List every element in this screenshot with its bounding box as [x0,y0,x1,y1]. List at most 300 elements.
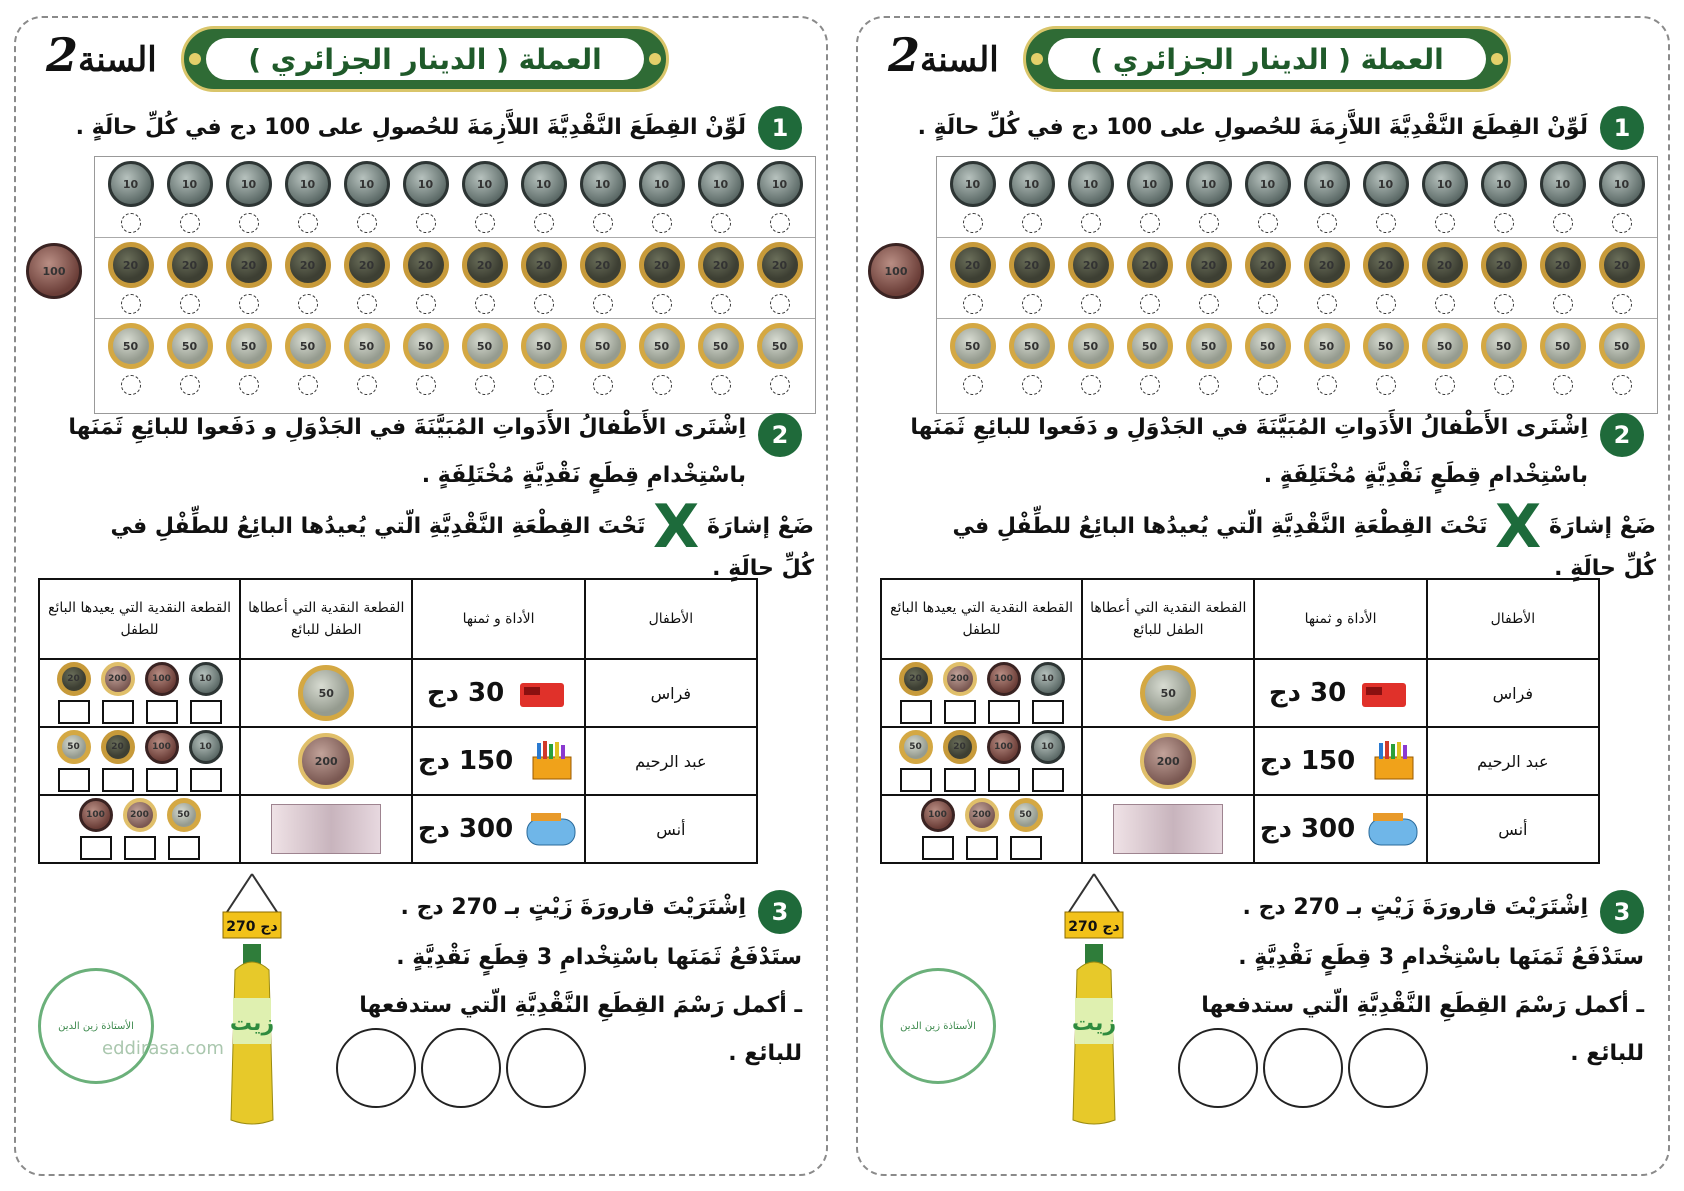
coin-10-icon: 10 [1031,730,1065,764]
coin-cell [1540,161,1586,233]
coin-cell [344,242,390,314]
color-circle[interactable] [1022,213,1042,233]
table-header: الأداة و ثمنها [412,579,584,659]
coin-50-icon: 50 [1245,323,1291,369]
coin-200-icon: 200 [943,662,977,696]
answer-checkbox[interactable] [966,836,998,860]
coin-20-icon: 20 [1245,242,1291,288]
tool-price: 150 دج [412,727,584,795]
coin-cell [167,323,213,395]
coin-20-icon: 20 [1009,242,1055,288]
coin-50-icon: 50 [1304,323,1350,369]
coin-10-icon: 10 [189,730,223,764]
answer-checkbox[interactable] [1032,700,1064,724]
x-mark-icon: X [1495,492,1542,562]
coin-cell [580,161,626,233]
color-circle[interactable] [1494,213,1514,233]
grade-label: السنة2 [888,28,999,82]
color-circle[interactable] [180,294,200,314]
coin-10-icon: 10 [1363,161,1409,207]
coin-50-icon: 50 [1140,665,1196,721]
color-circle[interactable] [1081,375,1101,395]
coin-cell [1127,242,1173,314]
coin-50-icon: 50 [757,323,803,369]
color-circle[interactable] [963,294,983,314]
site-watermark: eddirasa.com [102,1038,224,1059]
given-money [240,727,412,795]
coin-10-icon: 10 [521,161,567,207]
color-circle[interactable] [416,294,436,314]
coin-50-icon: 50 [1363,323,1409,369]
color-circle[interactable] [1435,294,1455,314]
color-circle[interactable] [593,213,613,233]
answer-checkbox[interactable] [988,768,1020,792]
coin-10-icon: 10 [403,161,449,207]
color-circle[interactable] [1022,375,1042,395]
coin-cell [521,161,567,233]
coin-cell [1127,323,1173,395]
coin-cell [1481,161,1527,233]
coin-20-icon: 20 [285,242,331,288]
coin-cell [639,323,685,395]
coin-row-20 [937,238,1657,319]
question-2-text: اِشْتَرى الأَطْفالُ الأَدَواتِ المُبَيَّنَةَ في الجَدْوَلِ و دَفَعوا للبائِعِ ثَمَنَها باسْتِخْدامِ قِطَعٍ نَقْدِيَّةٍ مُخْتَلِفَةٍ . [68,415,746,488]
table-header: الأطفال [1427,579,1599,659]
answer-checkbox[interactable] [988,700,1020,724]
color-circle[interactable] [1612,213,1632,233]
question-3-line1: اِشْتَرَيْتَ قارورَةَ زَيْتٍ بـ 270 دج . [1242,895,1588,920]
draw-coin-circle[interactable] [336,1028,416,1108]
coin-50-icon: 50 [698,323,744,369]
title-banner [181,26,669,92]
coin-cell [462,323,508,395]
coin-10-icon: 10 [1186,161,1232,207]
coin-10-icon: 10 [462,161,508,207]
coin-cell [1245,161,1291,233]
coin-cell [521,242,567,314]
color-circle[interactable] [1199,375,1219,395]
answer-checkbox[interactable] [146,700,178,724]
coin-10-icon: 10 [189,662,223,696]
color-circle[interactable] [121,213,141,233]
color-circle[interactable] [711,375,731,395]
return-coins [39,659,240,727]
given-money [240,795,412,863]
given-money [1082,795,1254,863]
color-circle[interactable] [357,213,377,233]
question-3-line3: ـ أكمل رَسْمَ القِطَعِ النَّقْدِيَّةِ الّتي ستدفعها للبائع . [1201,993,1644,1066]
coin-cell [1186,242,1232,314]
coin-cell [757,242,803,314]
color-circle[interactable] [1258,294,1278,314]
coin-cell [167,242,213,314]
coin-cell [1599,242,1645,314]
answer-checkbox[interactable] [124,836,156,860]
coin-cell [226,161,272,233]
coin-cell [639,242,685,314]
tool-price: 300 دج [1254,795,1426,863]
color-circle[interactable] [652,375,672,395]
table-header: الأداة و ثمنها [1254,579,1426,659]
color-circle[interactable] [711,213,731,233]
given-money [1082,659,1254,727]
coin-50-icon: 50 [1599,323,1645,369]
color-circle[interactable] [534,213,554,233]
answer-checkbox[interactable] [80,836,112,860]
color-circle[interactable] [1081,213,1101,233]
coin-10-icon: 10 [1422,161,1468,207]
given-money [240,659,412,727]
svg-text:270 دج: 270 دج [226,919,278,935]
worksheet-right [856,16,1670,1176]
coin-cell [1068,242,1114,314]
table-header: القطعة النقدية التي أعطاها الطفل للبائع [1082,579,1254,659]
answer-checkbox[interactable] [1010,836,1042,860]
purchase-table [880,578,1600,864]
color-circle[interactable] [593,294,613,314]
table-row [39,727,757,795]
draw-coin-circle[interactable] [506,1028,586,1108]
coin-20-icon: 20 [1068,242,1114,288]
question-3-number: 3 [1600,890,1644,934]
color-circle[interactable] [652,213,672,233]
coin-50-icon: 50 [1481,323,1527,369]
coin-cell [757,323,803,395]
question-1-number: 1 [758,106,802,150]
color-circle[interactable] [298,375,318,395]
color-circle[interactable] [1376,294,1396,314]
coin-cell [1363,323,1409,395]
table-header: القطعة النقدية التي يعيدها البائع للطفل [881,579,1082,659]
coin-cell [462,242,508,314]
coin-50-icon: 50 [226,323,272,369]
coin-cell [344,161,390,233]
coin-10-icon: 10 [1599,161,1645,207]
color-circle[interactable] [1258,375,1278,395]
draw-coin-circle[interactable] [1263,1028,1343,1108]
answer-checkbox[interactable] [190,768,222,792]
coin-20-icon: 20 [639,242,685,288]
answer-checkbox[interactable] [944,700,976,724]
coin-200-icon: 200 [1140,733,1196,789]
coin-10-icon: 10 [108,161,154,207]
color-circle[interactable] [1199,213,1219,233]
coin-20-icon: 20 [108,242,154,288]
table-row [39,659,757,727]
page-title: العملة ( الدينار الجزائري ) [1090,42,1444,76]
table-header: الأطفال [585,579,757,659]
color-circle[interactable] [770,375,790,395]
color-circle[interactable] [239,375,259,395]
coin-100-icon: 100 [145,730,179,764]
color-circle[interactable] [652,294,672,314]
sharpener-icon [514,673,570,713]
tool-price: 150 دج [1254,727,1426,795]
coin-10-icon: 10 [167,161,213,207]
target-100-coin-icon: 100 [26,243,82,299]
answer-checkbox[interactable] [900,768,932,792]
coin-10-icon: 10 [1068,161,1114,207]
tool-price: 30 دج [412,659,584,727]
coin-20-icon: 20 [1422,242,1468,288]
color-circle[interactable] [1553,213,1573,233]
color-circle[interactable] [475,294,495,314]
coin-100-icon: 100 [79,798,113,832]
return-coins [881,659,1082,727]
question-2-number: 2 [758,413,802,457]
coin-cell [1481,323,1527,395]
coin-row-50 [95,319,815,399]
color-circle[interactable] [1317,294,1337,314]
answer-checkbox[interactable] [922,836,954,860]
color-circle[interactable] [1494,294,1514,314]
color-circle[interactable] [416,213,436,233]
coin-10-icon: 10 [1481,161,1527,207]
color-circle[interactable] [593,375,613,395]
draw-coin-circle[interactable] [1178,1028,1258,1108]
answer-checkbox[interactable] [168,836,200,860]
color-circle[interactable] [1435,375,1455,395]
given-money [1082,727,1254,795]
coin-cell [1245,242,1291,314]
banknote-icon [271,804,381,854]
teacher-stamp-logo: الأستاذة زين الدين [880,968,996,1084]
coin-cell [403,242,449,314]
color-circle[interactable] [298,294,318,314]
target-100-coin-icon: 100 [868,243,924,299]
coin-cell [226,323,272,395]
coin-20-icon: 20 [943,730,977,764]
answer-checkbox[interactable] [944,768,976,792]
pencil-case-icon [523,809,579,849]
coin-200-icon: 200 [101,662,135,696]
coin-cell [1540,242,1586,314]
pencil-box-icon [1365,741,1421,781]
coin-10-icon: 10 [1540,161,1586,207]
color-circle[interactable] [711,294,731,314]
color-circle[interactable] [963,375,983,395]
answer-checkbox[interactable] [1032,768,1064,792]
pencil-case-icon [1365,809,1421,849]
coin-cell [1009,323,1055,395]
coin-cell [1599,323,1645,395]
color-circle[interactable] [1317,213,1337,233]
color-circle[interactable] [963,213,983,233]
question-1-number: 1 [1600,106,1644,150]
question-2-text: اِشْتَرى الأَطْفالُ الأَدَواتِ المُبَيَّنَةَ في الجَدْوَلِ و دَفَعوا للبائِعِ ثَمَنَها باسْتِخْدامِ قِطَعٍ نَقْدِيَّةٍ مُخْتَلِفَةٍ . [910,415,1588,488]
pencil-box-icon [523,741,579,781]
color-circle[interactable] [1435,213,1455,233]
banknote-icon [1113,804,1223,854]
color-circle[interactable] [357,375,377,395]
coin-cell [1009,161,1055,233]
coin-cell [698,323,744,395]
color-circle[interactable] [180,213,200,233]
coin-50-icon: 50 [108,323,154,369]
coin-10-icon: 10 [950,161,996,207]
coin-50-icon: 50 [1422,323,1468,369]
table-header: القطعة النقدية التي أعطاها الطفل للبائع [240,579,412,659]
answer-checkbox[interactable] [102,768,134,792]
coin-cell [1422,242,1468,314]
color-circle[interactable] [1553,294,1573,314]
color-circle[interactable] [1553,375,1573,395]
question-3-line3: ـ أكمل رَسْمَ القِطَعِ النَّقْدِيَّةِ الّتي ستدفعها للبائع . [359,993,802,1066]
coin-50-icon: 50 [1186,323,1232,369]
coin-cell [757,161,803,233]
answer-checkbox[interactable] [102,700,134,724]
coin-10-icon: 10 [1304,161,1350,207]
coin-50-icon: 50 [1068,323,1114,369]
draw-coin-circle[interactable] [421,1028,501,1108]
purchase-table [38,578,758,864]
color-circle[interactable] [1140,213,1160,233]
color-circle[interactable] [121,375,141,395]
color-circle[interactable] [1612,294,1632,314]
coin-50-icon: 50 [298,665,354,721]
color-circle[interactable] [1140,375,1160,395]
coin-50-icon: 50 [285,323,331,369]
color-circle[interactable] [357,294,377,314]
question-3-number: 3 [758,890,802,934]
coin-20-icon: 20 [57,662,91,696]
coin-10-icon: 10 [1009,161,1055,207]
coin-100-icon: 100 [987,662,1021,696]
color-circle[interactable] [1376,213,1396,233]
coin-cell [226,242,272,314]
tool-price: 300 دج [412,795,584,863]
table-row [39,795,757,863]
coin-cell [950,242,996,314]
coin-cell [1422,323,1468,395]
color-circle[interactable] [1494,375,1514,395]
return-coins [881,727,1082,795]
question-2-number: 2 [1600,413,1644,457]
coin-10-icon: 10 [580,161,626,207]
coin-row-20 [95,238,815,319]
color-circle[interactable] [416,375,436,395]
coin-50-icon: 50 [403,323,449,369]
coin-20-icon: 20 [1127,242,1173,288]
color-circle[interactable] [1140,294,1160,314]
child-name: أنس [1427,795,1599,863]
coin-10-icon: 10 [285,161,331,207]
color-circle[interactable] [121,294,141,314]
color-circle[interactable] [239,213,259,233]
coin-50-icon: 50 [167,323,213,369]
coin-50-icon: 50 [521,323,567,369]
coin-cell [1540,323,1586,395]
color-circle[interactable] [770,294,790,314]
coin-cell [1186,161,1232,233]
coin-200-icon: 200 [965,798,999,832]
question-2-instruction: ضَعْ إشارَةَ X تَحْتَ القِطْعَةِ النَّقْدِيَّةِ الّتي يُعيدُها البائِعُ للطِّفْلِ في كُلِّ حالَةٍ . [952,492,1656,581]
table-row [881,659,1599,727]
question-2-instruction: ضَعْ إشارَةَ X تَحْتَ القِطْعَةِ النَّقْدِيَّةِ الّتي يُعيدُها البائِعُ للطِّفْلِ في كُلِّ حالَةٍ . [110,492,814,581]
color-circle[interactable] [239,294,259,314]
coin-cell [108,242,154,314]
tool-price: 30 دج [1254,659,1426,727]
coin-50-icon: 50 [639,323,685,369]
answer-checkbox[interactable] [900,700,932,724]
color-circle[interactable] [1199,294,1219,314]
coin-cell [639,161,685,233]
color-circle[interactable] [1612,375,1632,395]
question-1-text: لَوِّنْ القِطَعَ النَّقْدِيَّةَ اللاَّزِمَةَ للحُصولِ على 100 دج في كُلِّ حالَةٍ . [75,115,746,140]
color-circle[interactable] [534,375,554,395]
coin-10-icon: 10 [226,161,272,207]
color-circle[interactable] [1081,294,1101,314]
color-circle[interactable] [534,294,554,314]
coin-cell [950,161,996,233]
oil-bottle-icon [1063,870,1125,1130]
grade-label: السنة2 [46,28,157,82]
answer-checkbox[interactable] [58,700,90,724]
coin-50-icon: 50 [899,730,933,764]
color-circle[interactable] [180,375,200,395]
page-title: العملة ( الدينار الجزائري ) [248,42,602,76]
coin-100-icon: 100 [987,730,1021,764]
coin-cell [1009,242,1055,314]
coin-100-icon: 100 [921,798,955,832]
color-circle[interactable] [1317,375,1337,395]
coin-50-icon: 50 [344,323,390,369]
coin-panel [936,156,1658,414]
coin-200-icon: 200 [123,798,157,832]
color-circle[interactable] [475,213,495,233]
coin-50-icon: 50 [1009,798,1043,832]
color-circle[interactable] [298,213,318,233]
coin-cell [403,161,449,233]
coin-cell [1186,323,1232,395]
color-circle[interactable] [770,213,790,233]
coin-50-icon: 50 [950,323,996,369]
coin-10-icon: 10 [698,161,744,207]
x-mark-icon: X [653,492,700,562]
color-circle[interactable] [1258,213,1278,233]
draw-coin-circle[interactable] [1348,1028,1428,1108]
answer-checkbox[interactable] [190,700,222,724]
coin-50-icon: 50 [462,323,508,369]
coin-cell [462,161,508,233]
coin-cell [698,161,744,233]
coin-20-icon: 20 [1540,242,1586,288]
answer-checkbox[interactable] [58,768,90,792]
table-row [881,727,1599,795]
color-circle[interactable] [1376,375,1396,395]
child-name: عبد الرحيم [585,727,757,795]
return-coins [39,795,240,863]
coin-cell [1245,323,1291,395]
sharpener-icon [1356,673,1412,713]
return-coins [881,795,1082,863]
coin-10-icon: 10 [1245,161,1291,207]
color-circle[interactable] [475,375,495,395]
child-name: أنس [585,795,757,863]
coin-cell [521,323,567,395]
coin-50-icon: 50 [57,730,91,764]
child-name: فراس [1427,659,1599,727]
coin-50-icon: 50 [1127,323,1173,369]
color-circle[interactable] [1022,294,1042,314]
answer-checkbox[interactable] [146,768,178,792]
table-header: القطعة النقدية التي يعيدها البائع للطفل [39,579,240,659]
coin-20-icon: 20 [580,242,626,288]
coin-20-icon: 20 [757,242,803,288]
coin-20-icon: 20 [101,730,135,764]
svg-text:270 دج: 270 دج [1068,919,1120,935]
coin-cell [108,161,154,233]
